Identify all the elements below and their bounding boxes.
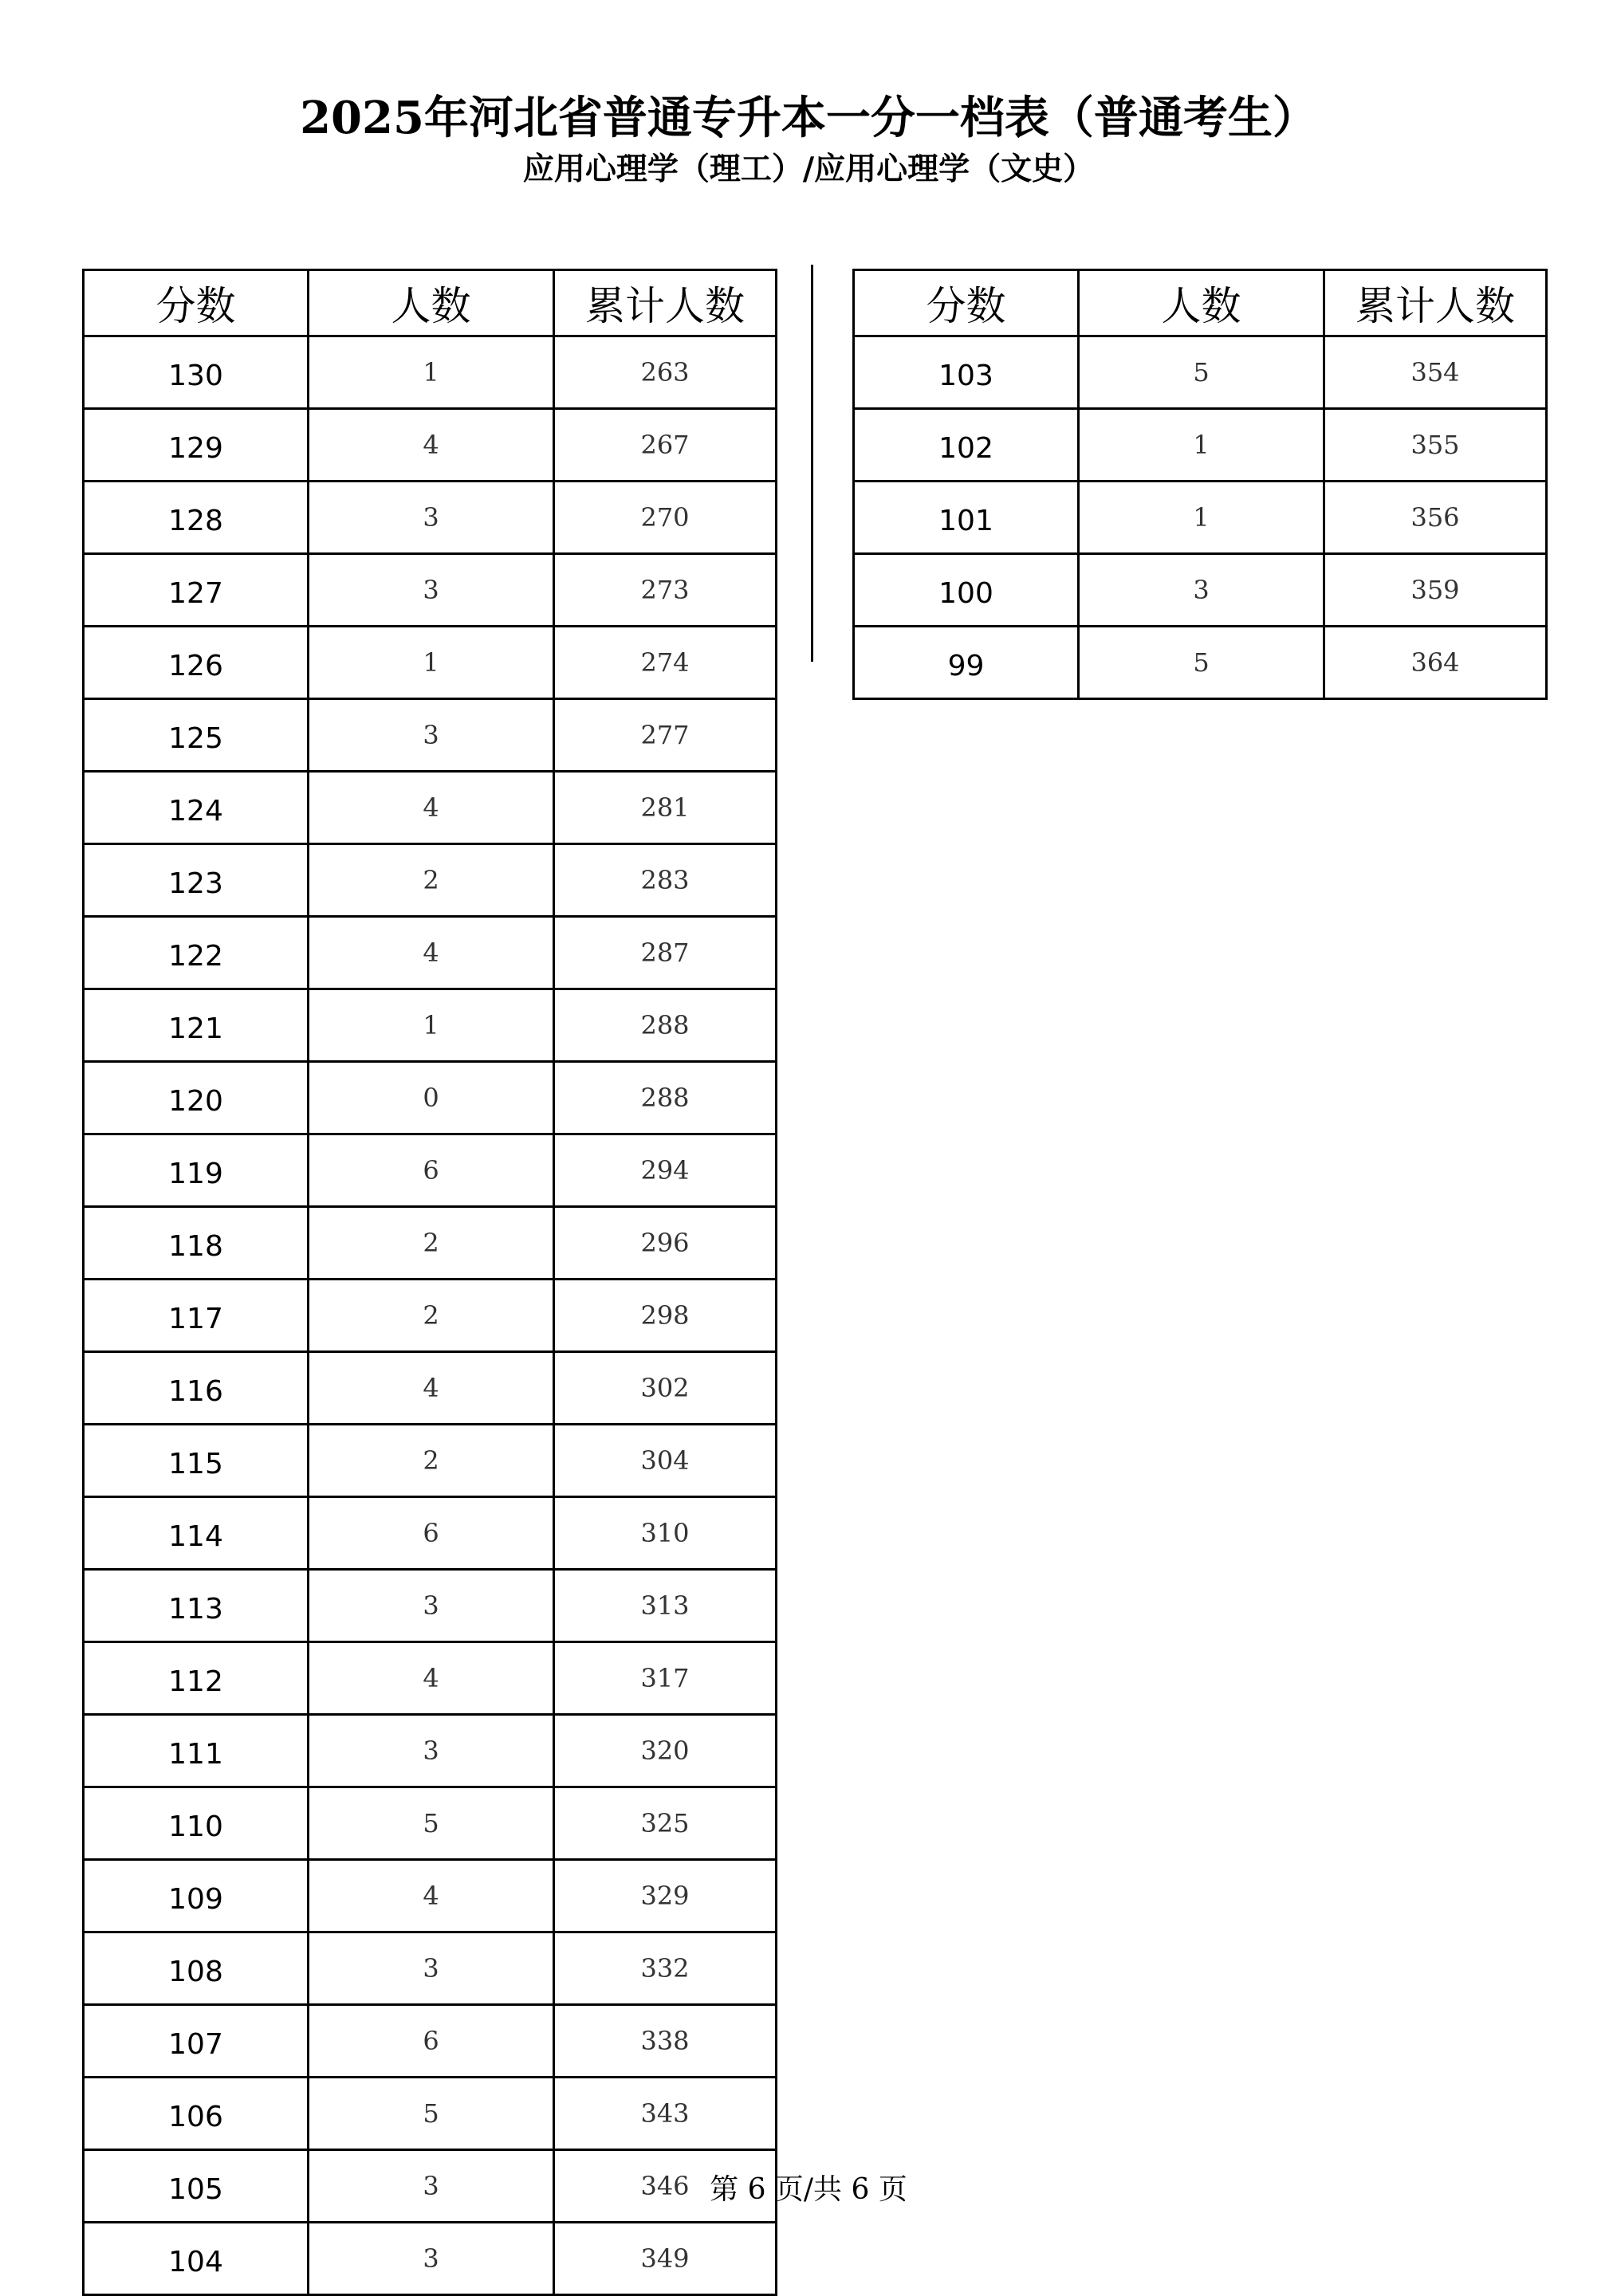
score-cell: 127	[84, 554, 309, 627]
count-cell: 3	[309, 699, 554, 772]
count-cell: 4	[309, 772, 554, 844]
cumulative-cell: 338	[554, 2005, 777, 2078]
count-cell: 3	[309, 2223, 554, 2295]
table-row	[84, 699, 777, 772]
table-row	[84, 2223, 777, 2295]
count-cell: 3	[309, 2150, 554, 2223]
score-cell: 107	[84, 2005, 309, 2078]
cumulative-cell: 294	[554, 1134, 777, 1207]
table-row	[84, 2005, 777, 2078]
header-score: 分数	[854, 270, 1079, 336]
cumulative-cell: 310	[554, 1497, 777, 1570]
score-cell: 130	[84, 336, 309, 409]
score-cell: 125	[84, 699, 309, 772]
count-cell: 1	[1079, 482, 1324, 554]
cumulative-cell: 349	[554, 2223, 777, 2295]
cumulative-cell: 288	[554, 1062, 777, 1134]
score-cell: 102	[854, 409, 1079, 482]
score-cell: 121	[84, 989, 309, 1062]
count-cell: 6	[309, 2005, 554, 2078]
count-cell: 3	[309, 554, 554, 627]
page-title: 2025年河北省普通专升本一分一档表（普通考生）	[300, 92, 1317, 144]
count-cell: 2	[309, 844, 554, 917]
count-cell: 3	[309, 1715, 554, 1787]
table-body-right	[854, 336, 1547, 699]
table-row	[84, 627, 777, 699]
table-header-row	[854, 270, 1547, 336]
score-cell: 116	[84, 1352, 309, 1425]
table-row	[84, 1570, 777, 1642]
table-row	[84, 844, 777, 917]
score-cell: 113	[84, 1570, 309, 1642]
score-table-left	[82, 269, 777, 2296]
count-cell: 3	[309, 1570, 554, 1642]
score-cell: 104	[84, 2223, 309, 2295]
cumulative-cell: 270	[554, 482, 777, 554]
table-row	[854, 554, 1547, 627]
score-cell: 124	[84, 772, 309, 844]
score-cell: 106	[84, 2078, 309, 2150]
table-row	[84, 989, 777, 1062]
cumulative-cell: 320	[554, 1715, 777, 1787]
score-cell: 117	[84, 1280, 309, 1352]
table-row	[84, 1642, 777, 1715]
table-row	[84, 482, 777, 554]
cumulative-cell: 329	[554, 1860, 777, 1932]
score-cell: 119	[84, 1134, 309, 1207]
header-score: 分数	[84, 270, 309, 336]
score-cell: 100	[854, 554, 1079, 627]
score-cell: 129	[84, 409, 309, 482]
cumulative-cell: 354	[1324, 336, 1547, 409]
count-cell: 4	[309, 409, 554, 482]
header-cumulative: 累计人数	[554, 270, 777, 336]
count-cell: 1	[309, 336, 554, 409]
table-row	[84, 1787, 777, 1860]
cumulative-cell: 287	[554, 917, 777, 989]
cumulative-cell: 296	[554, 1207, 777, 1280]
count-cell: 6	[309, 1497, 554, 1570]
table-row	[84, 1715, 777, 1787]
table-row	[84, 1134, 777, 1207]
header-count: 人数	[1079, 270, 1324, 336]
count-cell: 3	[1079, 554, 1324, 627]
count-cell: 1	[309, 989, 554, 1062]
cumulative-cell: 364	[1324, 627, 1547, 699]
table-row	[84, 1425, 777, 1497]
table-row	[84, 1062, 777, 1134]
cumulative-cell: 288	[554, 989, 777, 1062]
table-header-row	[84, 270, 777, 336]
score-cell: 126	[84, 627, 309, 699]
count-cell: 1	[309, 627, 554, 699]
count-cell: 0	[309, 1062, 554, 1134]
cumulative-cell: 263	[554, 336, 777, 409]
score-cell: 103	[854, 336, 1079, 409]
score-cell: 101	[854, 482, 1079, 554]
page-footer: 第 6 页/共 6 页	[710, 2173, 907, 2206]
score-cell: 109	[84, 1860, 309, 1932]
count-cell: 2	[309, 1207, 554, 1280]
count-cell: 3	[309, 482, 554, 554]
table-row	[84, 336, 777, 409]
score-cell: 108	[84, 1932, 309, 2005]
cumulative-cell: 332	[554, 1932, 777, 2005]
table-row	[84, 1497, 777, 1570]
count-cell: 5	[309, 1787, 554, 1860]
cumulative-cell: 359	[1324, 554, 1547, 627]
cumulative-cell: 273	[554, 554, 777, 627]
table-row	[84, 1280, 777, 1352]
table-row	[84, 772, 777, 844]
header-count: 人数	[309, 270, 554, 336]
cumulative-cell: 302	[554, 1352, 777, 1425]
score-cell: 123	[84, 844, 309, 917]
column-divider	[811, 265, 813, 662]
count-cell: 1	[1079, 409, 1324, 482]
cumulative-cell: 267	[554, 409, 777, 482]
table-row	[84, 2078, 777, 2150]
score-cell: 111	[84, 1715, 309, 1787]
cumulative-cell: 355	[1324, 409, 1547, 482]
cumulative-cell: 346	[554, 2150, 777, 2223]
cumulative-cell: 281	[554, 772, 777, 844]
score-cell: 105	[84, 2150, 309, 2223]
count-cell: 4	[309, 1642, 554, 1715]
count-cell: 4	[309, 1352, 554, 1425]
score-table-right	[852, 269, 1548, 700]
table-row	[84, 1932, 777, 2005]
score-cell: 128	[84, 482, 309, 554]
score-cell: 110	[84, 1787, 309, 1860]
score-cell: 112	[84, 1642, 309, 1715]
table-row	[854, 336, 1547, 409]
cumulative-cell: 277	[554, 699, 777, 772]
page-subtitle: 应用心理学（理工）/应用心理学（文史）	[522, 151, 1095, 187]
table-row	[84, 917, 777, 989]
score-cell: 122	[84, 917, 309, 989]
cumulative-cell: 304	[554, 1425, 777, 1497]
count-cell: 2	[309, 1425, 554, 1497]
count-cell: 3	[309, 1932, 554, 2005]
cumulative-cell: 343	[554, 2078, 777, 2150]
table-row	[84, 409, 777, 482]
cumulative-cell: 274	[554, 627, 777, 699]
score-cell: 118	[84, 1207, 309, 1280]
count-cell: 5	[1079, 627, 1324, 699]
count-cell: 4	[309, 1860, 554, 1932]
cumulative-cell: 317	[554, 1642, 777, 1715]
table-body-left	[84, 336, 777, 2295]
table-row	[84, 554, 777, 627]
header-cumulative: 累计人数	[1324, 270, 1547, 336]
table-row	[84, 1860, 777, 1932]
count-cell: 5	[1079, 336, 1324, 409]
count-cell: 6	[309, 1134, 554, 1207]
score-cell: 120	[84, 1062, 309, 1134]
cumulative-cell: 313	[554, 1570, 777, 1642]
cumulative-cell: 283	[554, 844, 777, 917]
count-cell: 2	[309, 1280, 554, 1352]
score-cell: 115	[84, 1425, 309, 1497]
table-row	[84, 1352, 777, 1425]
cumulative-cell: 325	[554, 1787, 777, 1860]
cumulative-cell: 356	[1324, 482, 1547, 554]
score-cell: 114	[84, 1497, 309, 1570]
table-row	[854, 482, 1547, 554]
table-row	[854, 409, 1547, 482]
score-cell: 99	[854, 627, 1079, 699]
cumulative-cell: 298	[554, 1280, 777, 1352]
table-row	[84, 1207, 777, 1280]
table-row	[854, 627, 1547, 699]
count-cell: 5	[309, 2078, 554, 2150]
count-cell: 4	[309, 917, 554, 989]
